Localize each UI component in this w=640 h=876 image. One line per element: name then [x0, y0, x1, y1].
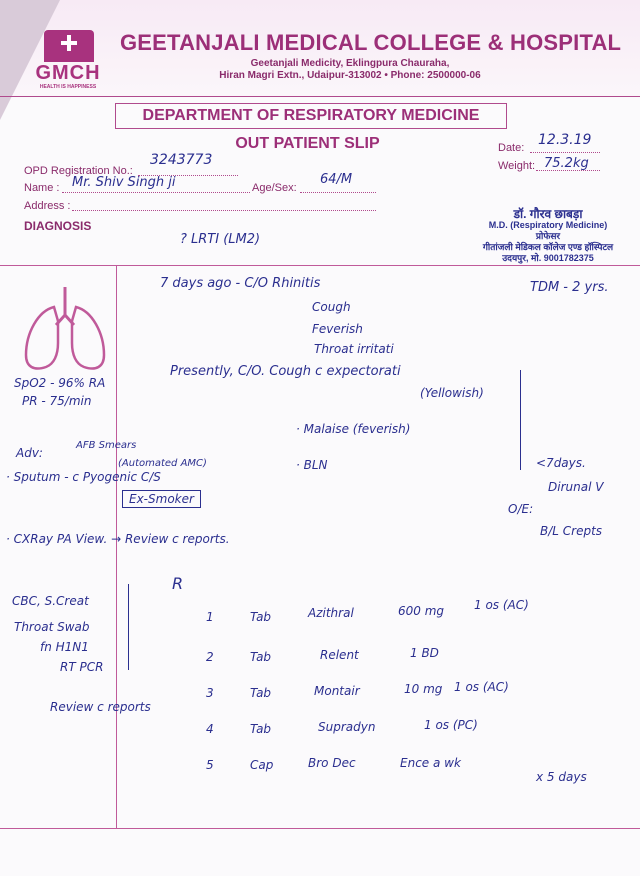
note-history-6: (Yellowish) — [420, 386, 484, 400]
rx-5-duration: x 5 days — [536, 770, 587, 784]
note-cbc: CBC, S.Creat — [12, 594, 89, 608]
stamp-city: उदयपुर, मो. 9001782375 — [502, 253, 594, 263]
note-bracket — [128, 584, 129, 670]
hospital-address — [200, 58, 500, 82]
rx-2-form: Tab — [250, 650, 272, 664]
rx-5-drug: Bro Dec — [308, 756, 356, 770]
note-swab-3: RT PCR — [60, 660, 104, 674]
weight-value: 75.2kg — [544, 156, 589, 171]
name-label: Name : — [24, 182, 60, 194]
note-history-7: · Malaise (feverish) — [296, 422, 411, 436]
note-side-1: <7days. — [536, 456, 586, 470]
note-oe-2: B/L Crepts — [540, 524, 603, 538]
note-history-2: Cough — [312, 300, 351, 314]
note-history-5: Presently, C/O. Cough c expectorati — [170, 364, 401, 379]
note-swab-2: fn H1N1 — [40, 640, 89, 654]
stamp-doctor-name: डॉ. गौरव छाबड़ा — [513, 207, 583, 221]
rx-1-number: 1 — [206, 610, 214, 624]
slip-title: OUT PATIENT SLIP — [235, 135, 380, 152]
note-side-2: Dirunal V — [548, 480, 604, 494]
rx-5-number: 5 — [206, 758, 214, 772]
rx-3-number: 3 — [206, 686, 214, 700]
stamp-title: प्रोफेसर — [535, 231, 561, 241]
department-title: DEPARTMENT OF RESPIRATORY MEDICINE — [115, 103, 507, 129]
rx-4-drug: Supradyn — [318, 720, 376, 734]
logo-abbreviation: GMCH — [35, 62, 101, 84]
opd-value: 3243773 — [150, 152, 213, 168]
note-cxr: · CXRay PA View. → Review c reports. — [6, 532, 230, 546]
note-advice: Adv: — [16, 446, 43, 460]
hospital-name: GEETANJALI MEDICAL COLLEGE & HOSPITAL — [120, 30, 622, 55]
opd-label: OPD Registration No.: — [24, 165, 133, 177]
note-oe: O/E: — [508, 502, 534, 516]
footer-rule — [0, 828, 640, 829]
note-afb: AFB Smears — [76, 440, 137, 451]
note-history-4: Throat irritati — [314, 342, 394, 356]
rx-4-form: Tab — [250, 722, 272, 736]
rx-1-form: Tab — [250, 610, 272, 624]
agesex-line — [300, 192, 376, 193]
address-line-2: Hiran Magri Extn., Udaipur-313002 • Phone: 2500000-06 — [219, 70, 481, 81]
note-history-8: · BLN — [296, 458, 328, 472]
note-history-3: Feverish — [312, 322, 363, 336]
rx-1-drug: Azithral — [308, 606, 354, 620]
logo-tagline: HEALTH IS HAPPINESS — [39, 84, 97, 90]
rx-2-drug: Relent — [320, 648, 359, 662]
rx-1-dose: 600 mg — [398, 604, 445, 618]
rx-2-number: 2 — [206, 650, 214, 664]
stamp-degree: M.D. (Respiratory Medicine) — [488, 220, 608, 230]
address-line — [72, 210, 376, 211]
note-sputum: · Sputum - c Pyogenic C/S — [6, 470, 161, 484]
hospital-logo — [26, 30, 110, 92]
margin-vline — [116, 265, 117, 828]
note-tdm: TDM - 2 yrs. — [530, 280, 609, 295]
agesex-label: Age/Sex: — [252, 182, 297, 194]
note-automated: (Automated AMC) — [118, 458, 207, 469]
rx-4-freq: 1 os (PC) — [424, 718, 478, 732]
address-line-1: Geetanjali Medicity, Eklingpura Chauraha, — [250, 58, 450, 69]
rx-3-dose: 10 mg — [404, 682, 443, 696]
header-rule — [0, 96, 640, 97]
rx-3-form: Tab — [250, 686, 272, 700]
body-top-rule — [0, 265, 640, 266]
diagnosis-label: DIAGNOSIS — [24, 219, 92, 233]
rx-1-freq: 1 os (AC) — [474, 598, 529, 612]
note-review: Review c reports — [50, 700, 151, 714]
name-line — [62, 192, 250, 193]
date-line — [530, 152, 600, 153]
rx-4-number: 4 — [206, 722, 214, 736]
rx-5-form: Cap — [250, 758, 274, 772]
rx-2-freq: 1 BD — [410, 646, 439, 660]
diagnosis-value: ? LRTI (LM2) — [180, 232, 261, 247]
rx-3-freq: 1 os (AC) — [454, 680, 509, 694]
note-arrow-line — [520, 370, 521, 470]
note-ex-smoker: Ex-Smoker — [122, 490, 201, 508]
date-value: 12.3.19 — [538, 132, 592, 148]
note-history-1: 7 days ago - C/O Rhinitis — [160, 276, 321, 291]
note-spo2: SpO2 - 96% RA — [14, 376, 106, 390]
rx-3-drug: Montair — [314, 684, 360, 698]
lungs-icon — [20, 285, 110, 375]
rx-5-freq: Ence a wk — [400, 756, 461, 770]
doctor-stamp — [468, 209, 628, 264]
weight-label: Weight: — [498, 160, 536, 172]
stamp-institution: गीतांजली मेडिकल कॉलेज एण्ड हॉस्पिटल — [482, 242, 614, 252]
name-value: Mr. Shiv Singh ji — [72, 175, 176, 190]
address-label: Address : — [24, 200, 71, 212]
logo-cross-icon — [61, 35, 77, 51]
note-pr: PR - 75/min — [22, 394, 92, 408]
date-label: Date: — [498, 142, 525, 154]
note-swab-1: Throat Swab — [14, 620, 90, 634]
agesex-value: 64/M — [320, 172, 353, 187]
rx-symbol: R — [172, 574, 184, 593]
